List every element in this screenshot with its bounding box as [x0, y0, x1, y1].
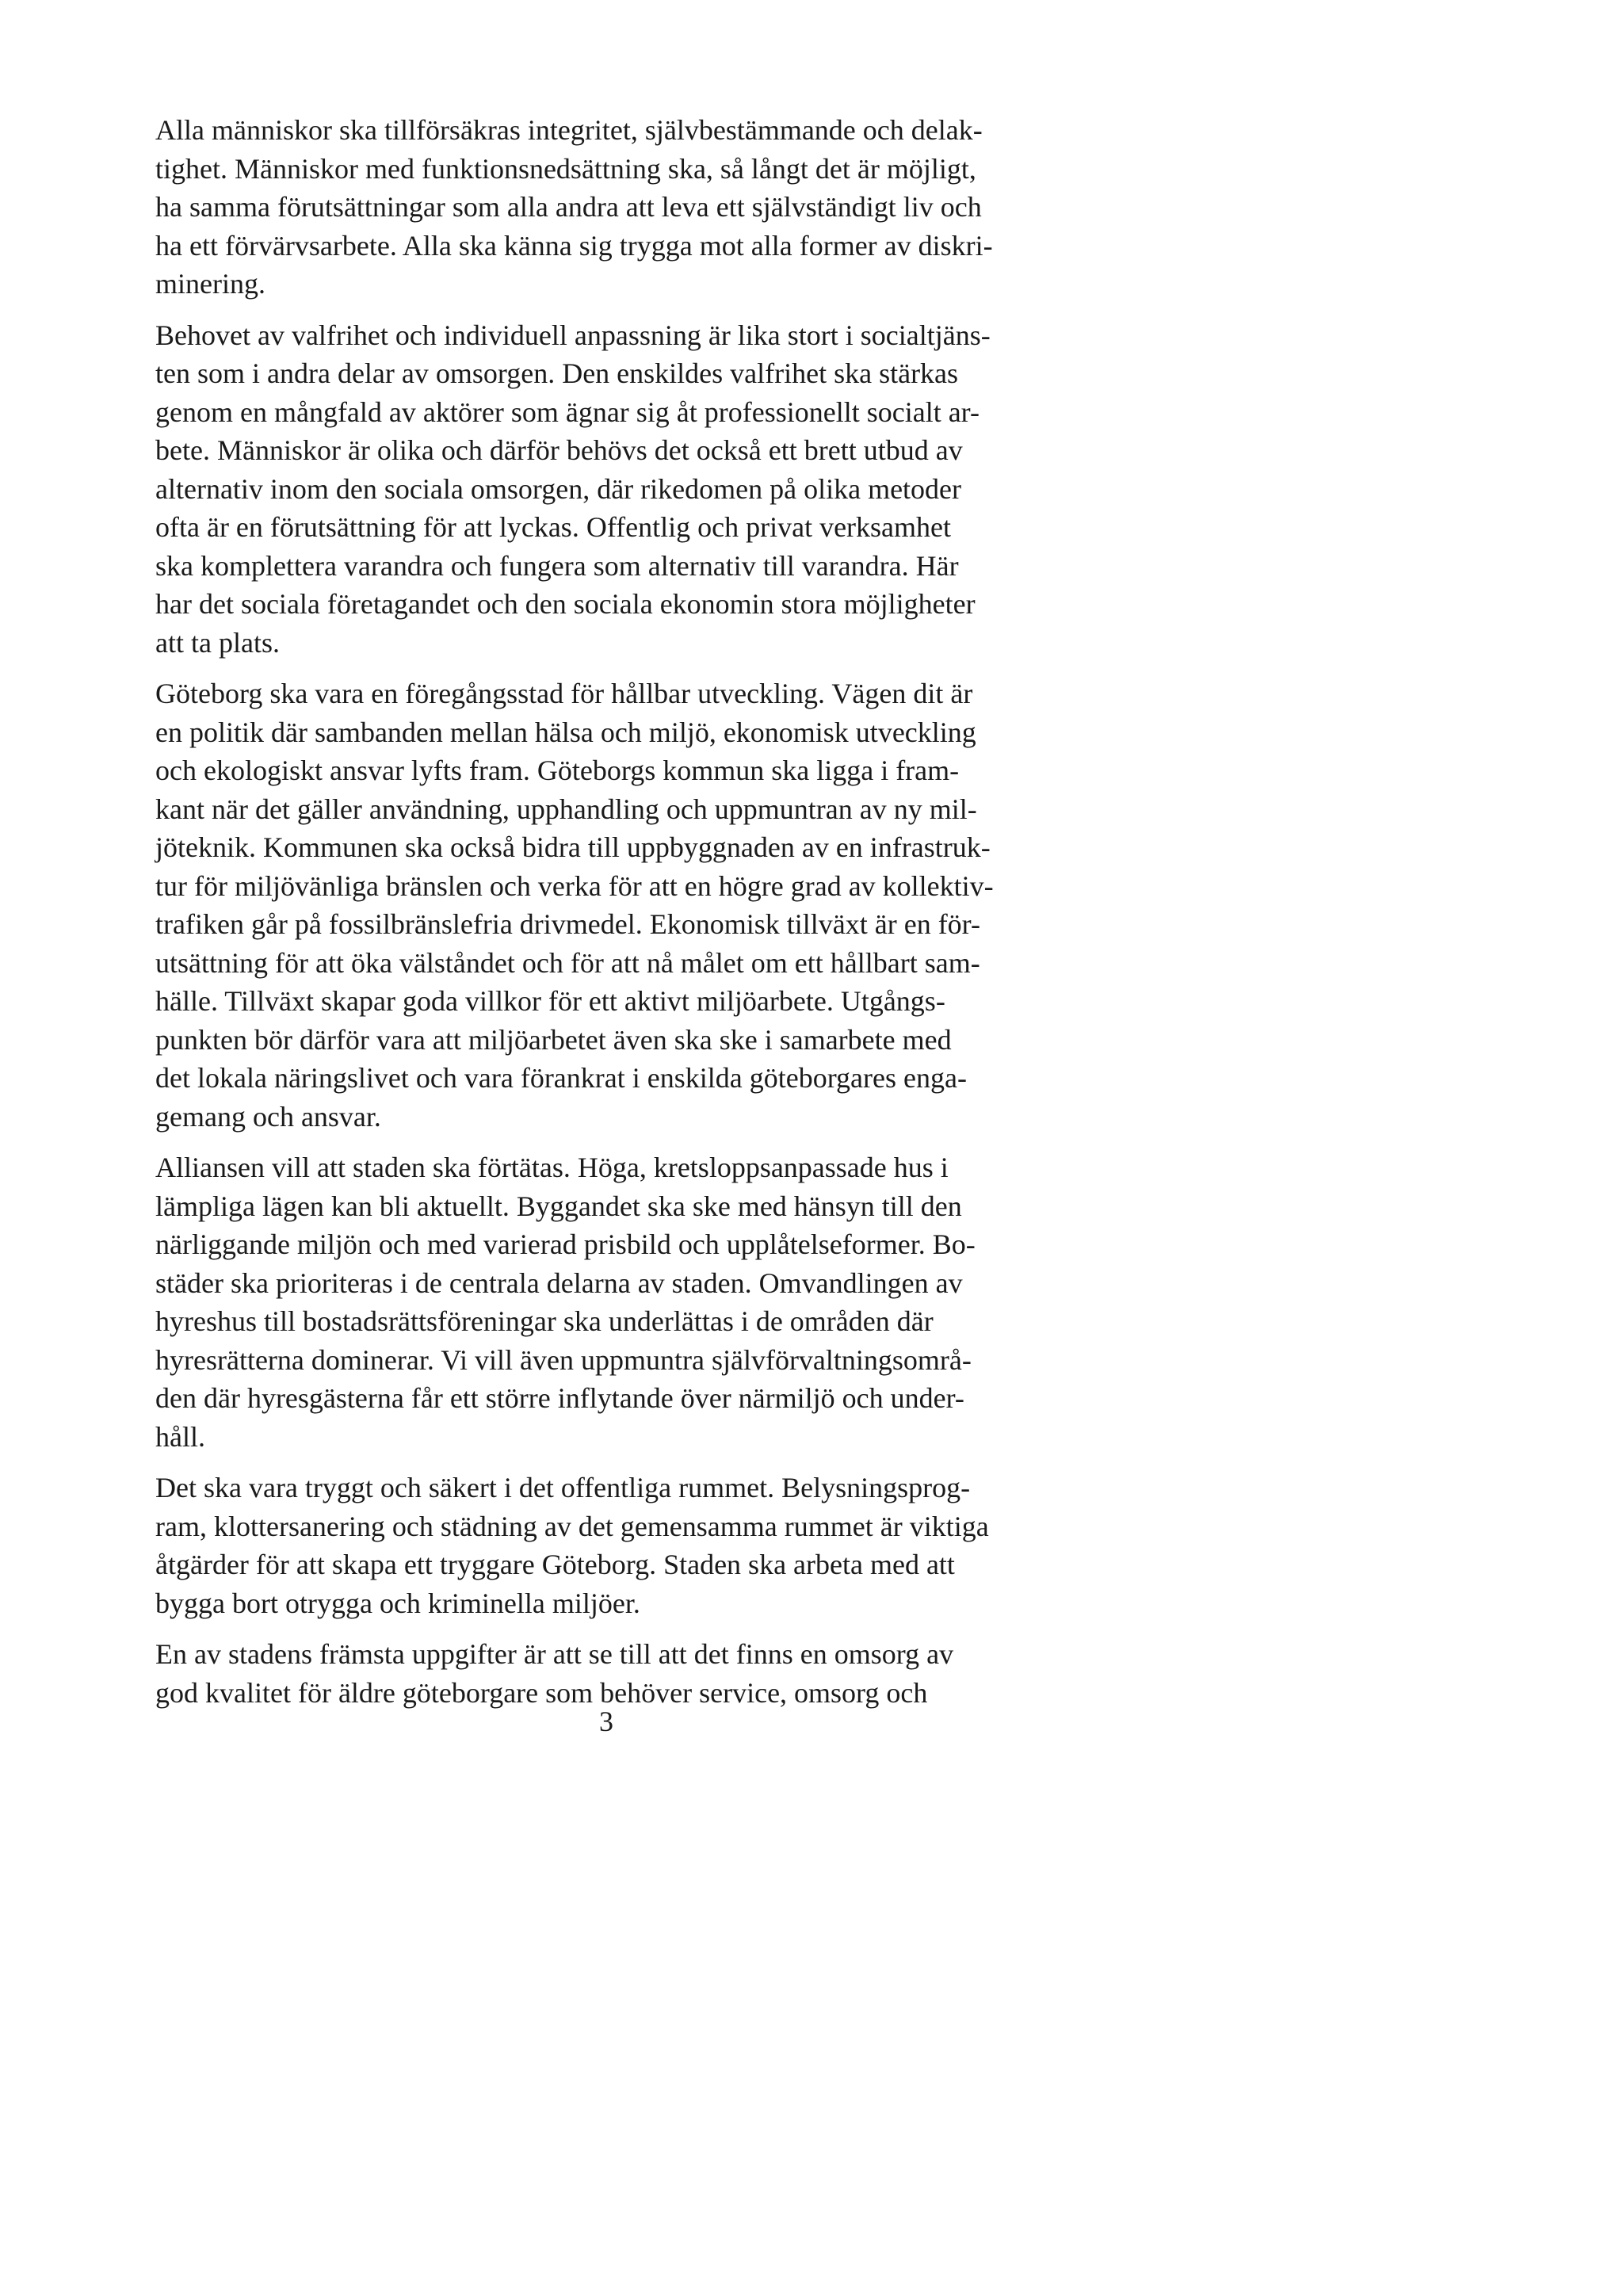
paragraph [155, 111, 1090, 304]
text-line: bete. Människor är olika och därför behövs det också ett brett utbud av [155, 434, 963, 466]
text-line: städer ska prioriteras i de centrala delarna av staden. Omvandlingen av [155, 1266, 963, 1299]
text-line: det lokala näringslivet och vara förankrat i enskilda göteborgares enga- [155, 1062, 967, 1094]
paragraph [155, 674, 1090, 1136]
page-number: 3 [599, 1706, 613, 1737]
text-line: närliggande miljön och med varierad prisbild och upplåtelseformer. Bo- [155, 1228, 976, 1260]
text-line: ha samma förutsättningar som alla andra att leva ett självständigt liv och [155, 191, 982, 223]
paragraph [155, 1148, 1090, 1456]
paragraph [155, 1635, 1090, 1712]
text-line: kant när det gäller användning, upphandling och uppmuntran av ny mil- [155, 793, 977, 825]
text-line: Göteborg ska vara en föregångsstad för hållbar utveckling. Vägen dit är [155, 678, 973, 709]
paragraph [155, 1469, 1090, 1622]
text-line: trafiken går på fossilbränslefria drivmedel. Ekonomisk tillväxt är en för- [155, 908, 980, 940]
text-line: Behovet av valfrihet och individuell anpassning är lika stort i socialtjäns- [155, 319, 991, 351]
text-line: gemang och ansvar. [155, 1100, 381, 1133]
text-line: hälle. Tillväxt skapar goda villkor för ett aktivt miljöarbete. Utgångs- [155, 985, 945, 1017]
text-line: hyreshus till bostadsrättsföreningar ska underlättas i de områden där [155, 1305, 934, 1337]
text-line: ten som i andra delar av omsorgen. Den enskildes valfrihet ska stärkas [155, 357, 959, 389]
text-line: tighet. Människor med funktionsnedsättning ska, så långt det är möjligt, [155, 152, 976, 185]
text-line: och ekologiskt ansvar lyfts fram. Göteborgs kommun ska ligga i fram- [155, 755, 960, 786]
text-line: håll. [155, 1420, 205, 1453]
text-line: alternativ inom den sociala omsorgen, där rikedomen på olika metoder [155, 472, 962, 505]
body-text [155, 111, 1090, 1725]
text-line: Det ska vara tryggt och säkert i det offentliga rummet. Belysningsprog- [155, 1472, 971, 1503]
text-line: en politik där sambanden mellan hälsa och miljö, ekonomisk utveckling [155, 716, 976, 748]
text-line: punkten bör därför vara att miljöarbetet även ska ske i samarbete med [155, 1023, 952, 1056]
text-line: En av stadens främsta uppgifter är att se till att det finns en omsorg av [155, 1638, 954, 1670]
text-line: minering. [155, 268, 265, 300]
text-line: god kvalitet för äldre göteborgare som behöver service, omsorg och [155, 1676, 928, 1709]
text-line: att ta plats. [155, 626, 280, 659]
text-line: Alliansen vill att staden ska förtätas. Höga, kretsloppsanpassade hus i [155, 1152, 949, 1183]
text-line: jöteknik. Kommunen ska också bidra till uppbyggnaden av en infrastruk- [155, 831, 991, 863]
text-line: har det sociala företagandet och den sociala ekonomin stora möjligheter [155, 588, 976, 620]
text-line: ram, klottersanering och städning av det gemensamma rummet är viktiga [155, 1510, 989, 1542]
text-line: den där hyresgästerna får ett större inflytande över närmiljö och under- [155, 1382, 964, 1414]
text-line: ha ett förvärvsarbete. Alla ska känna sig trygga mot alla former av diskri- [155, 229, 993, 262]
text-line: bygga bort otrygga och kriminella miljöer. [155, 1587, 640, 1619]
text-line: genom en mångfald av aktörer som ägnar sig åt professionellt socialt ar- [155, 395, 980, 428]
text-line: Alla människor ska tillförsäkras integritet, självbestämmande och delak- [155, 114, 983, 146]
text-line: ska komplettera varandra och fungera som alternativ till varandra. Här [155, 549, 959, 582]
text-line: tur för miljövänliga bränslen och verka för att en högre grad av kollektiv- [155, 869, 994, 902]
text-line: åtgärder för att skapa ett tryggare Göteborg. Staden ska arbeta med att [155, 1549, 955, 1580]
text-line: lämpliga lägen kan bli aktuellt. Byggandet ska ske med hänsyn till den [155, 1190, 962, 1222]
text-line: hyresrätterna dominerar. Vi vill även uppmuntra självförvaltningsområ- [155, 1343, 972, 1376]
paragraph [155, 316, 1090, 663]
text-line: utsättning för att öka välståndet och för att nå målet om ett hållbart sam- [155, 946, 980, 979]
text-line: ofta är en förutsättning för att lyckas. Offentlig och privat verksamhet [155, 511, 952, 543]
